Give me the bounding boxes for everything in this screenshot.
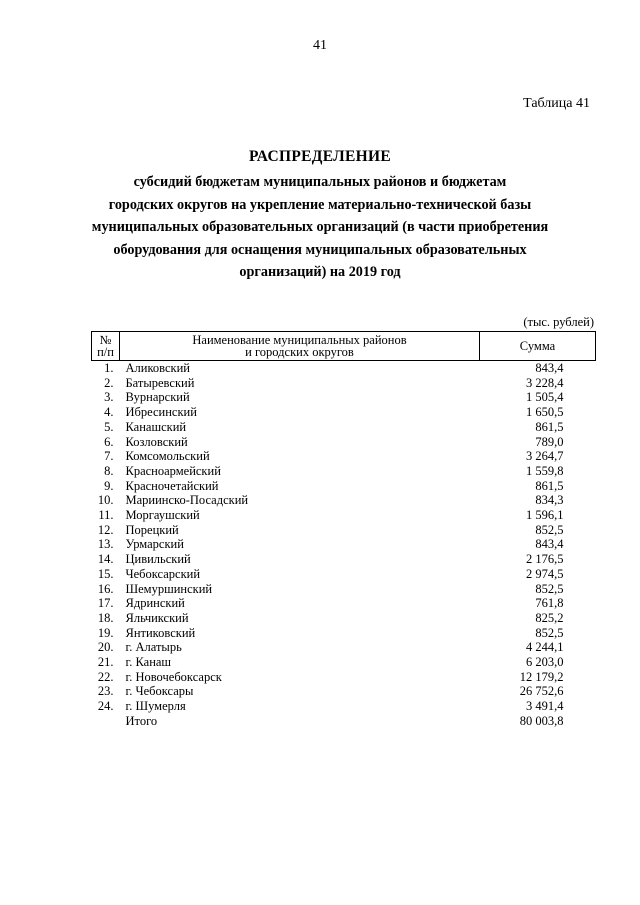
row-name: Урмарский: [125, 537, 184, 552]
table-row: [92, 449, 596, 464]
table-row: [92, 684, 596, 699]
table-row: [92, 699, 596, 714]
row-name: Чебоксарский: [125, 566, 201, 581]
total-label: Итого: [125, 713, 158, 728]
row-sum: 3 491,4: [526, 699, 564, 714]
row-sum: 3 228,4: [526, 375, 564, 390]
table-row: [92, 670, 596, 685]
subtitle-line: городских округов на укрепление материально-технической базы: [108, 196, 532, 213]
table-row: [92, 596, 596, 611]
row-name: г. Канаш: [125, 655, 172, 670]
row-name: Красноармейский: [125, 463, 221, 478]
row-number: 14.: [97, 552, 114, 567]
table-row: [92, 405, 596, 420]
row-sum: 1 559,8: [526, 463, 564, 478]
row-name: Ибресинский: [125, 405, 197, 420]
table-row: [92, 376, 596, 391]
row-number: 12.: [97, 522, 114, 537]
table-row: [92, 435, 596, 450]
row-number: 10.: [97, 493, 114, 508]
header-number-line: №: [99, 332, 112, 347]
row-number: 16.: [97, 581, 114, 596]
table-body: [92, 361, 596, 729]
row-sum: 761,8: [535, 596, 564, 611]
header-name: [120, 332, 480, 361]
table-row: [92, 582, 596, 597]
row-sum: 4 244,1: [526, 640, 564, 655]
row-sum: 1 505,4: [526, 390, 564, 405]
table-row: [92, 390, 596, 405]
row-number: 8.: [104, 463, 114, 478]
row-number: 20.: [97, 640, 114, 655]
total-number-cell: [92, 714, 120, 729]
subtitle-line: муниципальных образовательных организаций (в части приобретения: [91, 219, 549, 236]
row-name: Яльчикский: [125, 610, 189, 625]
distribution-table: [91, 331, 596, 729]
row-sum: 789,0: [535, 434, 564, 449]
row-name: Моргаушский: [125, 508, 200, 523]
document-title: РАСПРЕДЕЛЕНИЕ: [249, 148, 391, 165]
row-sum: 1 596,1: [526, 508, 564, 523]
header-number-line: п/п: [97, 345, 114, 359]
table-row: [92, 567, 596, 582]
row-number: 22.: [97, 669, 114, 684]
table-row: [92, 537, 596, 552]
row-name: Порецкий: [125, 522, 179, 537]
row-sum: 852,5: [535, 581, 564, 596]
row-name: г. Новочебоксарск: [125, 669, 222, 684]
header-number: [92, 332, 120, 361]
row-name: Янтиковский: [125, 625, 196, 640]
subtitle-line: оборудования для оснащения муниципальных образовательных: [113, 241, 527, 258]
table-row: [92, 361, 596, 376]
table-row: [92, 420, 596, 435]
row-number: 9.: [104, 478, 114, 493]
row-sum: 3 264,7: [526, 449, 564, 464]
row-number: 3.: [104, 390, 114, 405]
row-sum: 2 974,5: [526, 566, 564, 581]
table-row: [92, 552, 596, 567]
row-name: г. Чебоксары: [125, 684, 194, 699]
table-row: [92, 523, 596, 538]
row-sum: 2 176,5: [526, 552, 564, 567]
table-row: [92, 464, 596, 479]
header-sum: Сумма: [480, 332, 596, 361]
table-row: [92, 493, 596, 508]
table-row: [92, 611, 596, 626]
row-sum: 861,5: [535, 419, 564, 434]
row-sum: 852,5: [535, 625, 564, 640]
row-number: 7.: [104, 449, 114, 464]
row-name: г. Шумерля: [125, 699, 186, 714]
header-name-line: Наименование муниципальных районов: [192, 332, 407, 347]
row-number: 15.: [97, 566, 114, 581]
table-row: [92, 640, 596, 655]
row-number: 21.: [97, 655, 114, 670]
page-number: 41: [313, 38, 327, 53]
row-number: 5.: [104, 419, 114, 434]
row-number: 18.: [97, 610, 114, 625]
row-name: Канашский: [125, 419, 187, 434]
row-name: Шемуршинский: [125, 581, 213, 596]
row-sum: 852,5: [535, 522, 564, 537]
row-number: 23.: [97, 684, 114, 699]
row-number: 1.: [104, 361, 114, 375]
row-sum: 834,3: [535, 493, 564, 508]
table-row: [92, 479, 596, 494]
table-label: Таблица 41: [523, 96, 590, 111]
row-name: г. Алатырь: [125, 640, 182, 655]
row-number: 4.: [104, 405, 114, 420]
table-header-row: [92, 332, 596, 361]
row-sum: 1 650,5: [526, 405, 564, 420]
row-sum: 825,2: [535, 610, 564, 625]
header-name-line: и городских округов: [245, 345, 354, 359]
row-name: Комсомольский: [125, 449, 210, 464]
table-total-row: [92, 714, 596, 729]
row-sum: 12 179,2: [519, 669, 564, 684]
row-sum: 26 752,6: [519, 684, 564, 699]
row-number: 19.: [97, 625, 114, 640]
unit-label: (тыс. рублей): [523, 315, 594, 329]
row-name: Батыревский: [125, 375, 195, 390]
row-name: Козловский: [125, 434, 188, 449]
row-sum: 843,4: [535, 537, 564, 552]
row-number: 6.: [104, 434, 114, 449]
row-number: 13.: [97, 537, 114, 552]
row-number: 24.: [97, 699, 114, 714]
row-number: 2.: [104, 375, 114, 390]
row-name: Ядринский: [125, 596, 185, 611]
table-row: [92, 508, 596, 523]
total-sum: 80 003,8: [519, 713, 564, 728]
subtitle-line: организаций) на 2019 год: [239, 264, 401, 281]
document-title-block: [60, 147, 580, 284]
row-number: 17.: [97, 596, 114, 611]
row-name: Мариинско-Посадский: [125, 493, 249, 508]
subtitle-line: субсидий бюджетам муниципальных районов и бюджетам: [133, 174, 507, 190]
row-number: 11.: [98, 508, 114, 523]
row-name: Цивильский: [125, 552, 191, 567]
table-row: [92, 655, 596, 670]
row-sum: 6 203,0: [526, 655, 564, 670]
row-name: Красночетайский: [125, 478, 219, 493]
row-sum: 861,5: [535, 478, 564, 493]
table-row: [92, 626, 596, 641]
row-name: Аликовский: [125, 361, 190, 375]
row-sum: 843,4: [535, 361, 564, 375]
row-name: Вурнарский: [125, 390, 190, 405]
